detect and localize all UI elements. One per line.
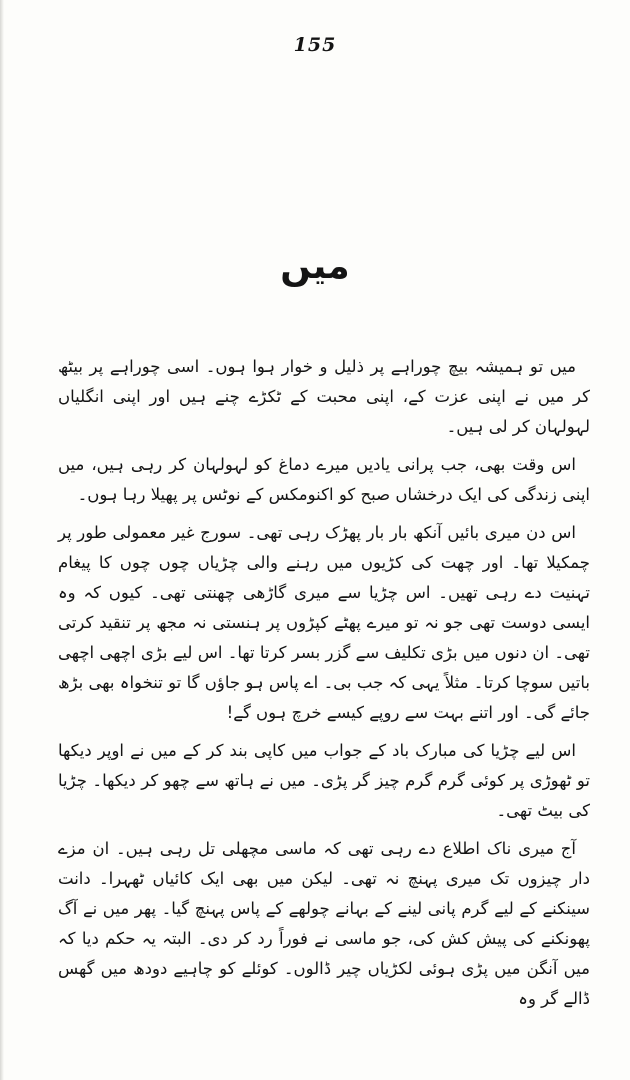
body-text <box>58 352 590 1022</box>
chapter-title: میں <box>280 246 350 287</box>
paragraph: اس دن میری بائیں آنکھ بار بار پھڑک رہی تھی۔ سورج غیر معمولی طور پر چمکیلا تھا۔ اور چھت کی کڑیوں میں رہنے والی چڑیاں چوں چوں کا پیغام تہنیت دے رہی تھیں۔ اس چڑیا سے میری گاڑھی چھنتی تھی۔ کیوں کہ وہ ایسی دوست تھی جو نہ تو میرے پھٹے کپڑوں پر ہنستی نہ مجھ پر تنقید کرتی تھی۔ ان دنوں میں بڑی تکلیف سے گزر بسر کرتا تھا۔ اس لیے بڑی اچھی اچھی باتیں سوچا کرتا۔ مثلاً یہی کہ جب بی۔ اے پاس ہو جاؤں گا تو تنخواہ بھی بڑھ جائے گی۔ اور اتنے بہت سے روپے کیسے خرچ ہوں گے! <box>58 523 590 722</box>
page-binding-shadow <box>0 0 4 1080</box>
paragraph: میں تو ہمیشہ بیچ چوراہے پر ذلیل و خوار ہوا ہوں۔ اسی چوراہے پر بیٹھ کر میں نے اپنی عزت کے، اپنی محبت کے ٹکڑے چنے ہیں اور اپنی انگلیاں لہولہان کر لی ہیں۔ <box>58 357 590 436</box>
page-number: 155 <box>293 34 337 56</box>
paragraph: آج میری ناک اطلاع دے رہی تھی کہ ماسی مچھلی تل رہی ہیں۔ ان مزے دار چیزوں تک میری پہنچ نہ تھی۔ لیکن میں بھی ایک کائیاں ٹھہرا۔ دانت سینکنے کے لیے گرم پانی لینے کے بہانے چولھے کے پاس پہنچ گیا۔ پھر میں نے آگ پھونکنے کی پیش کش کی، جو ماسی نے فوراً رد کر دی۔ البتہ یہ حکم دیا کہ میں آنگن میں پڑی ہوئی لکڑیاں چیر ڈالوں۔ کوئلے کو چاہیے دودھ میں گھس ڈالے گر وہ <box>58 839 590 1008</box>
paragraph: اس وقت بھی، جب پرانی یادیں میرے دماغ کو لہولہان کر رہی ہیں، میں اپنی زندگی کی ایک درخشاں صبح کو اکنومکس کے نوٹس پر پھیلا رہا ہوں۔ <box>58 455 590 504</box>
paragraph: اس لیے چڑیا کی مبارک باد کے جواب میں کاپی بند کر کے میں نے اوپر دیکھا تو ٹھوڑی پر کوئی گرم گرم چیز گر پڑی۔ میں نے ہاتھ سے چھو کر دیکھا۔ چڑیا کی بیٹ تھی۔ <box>58 741 590 820</box>
